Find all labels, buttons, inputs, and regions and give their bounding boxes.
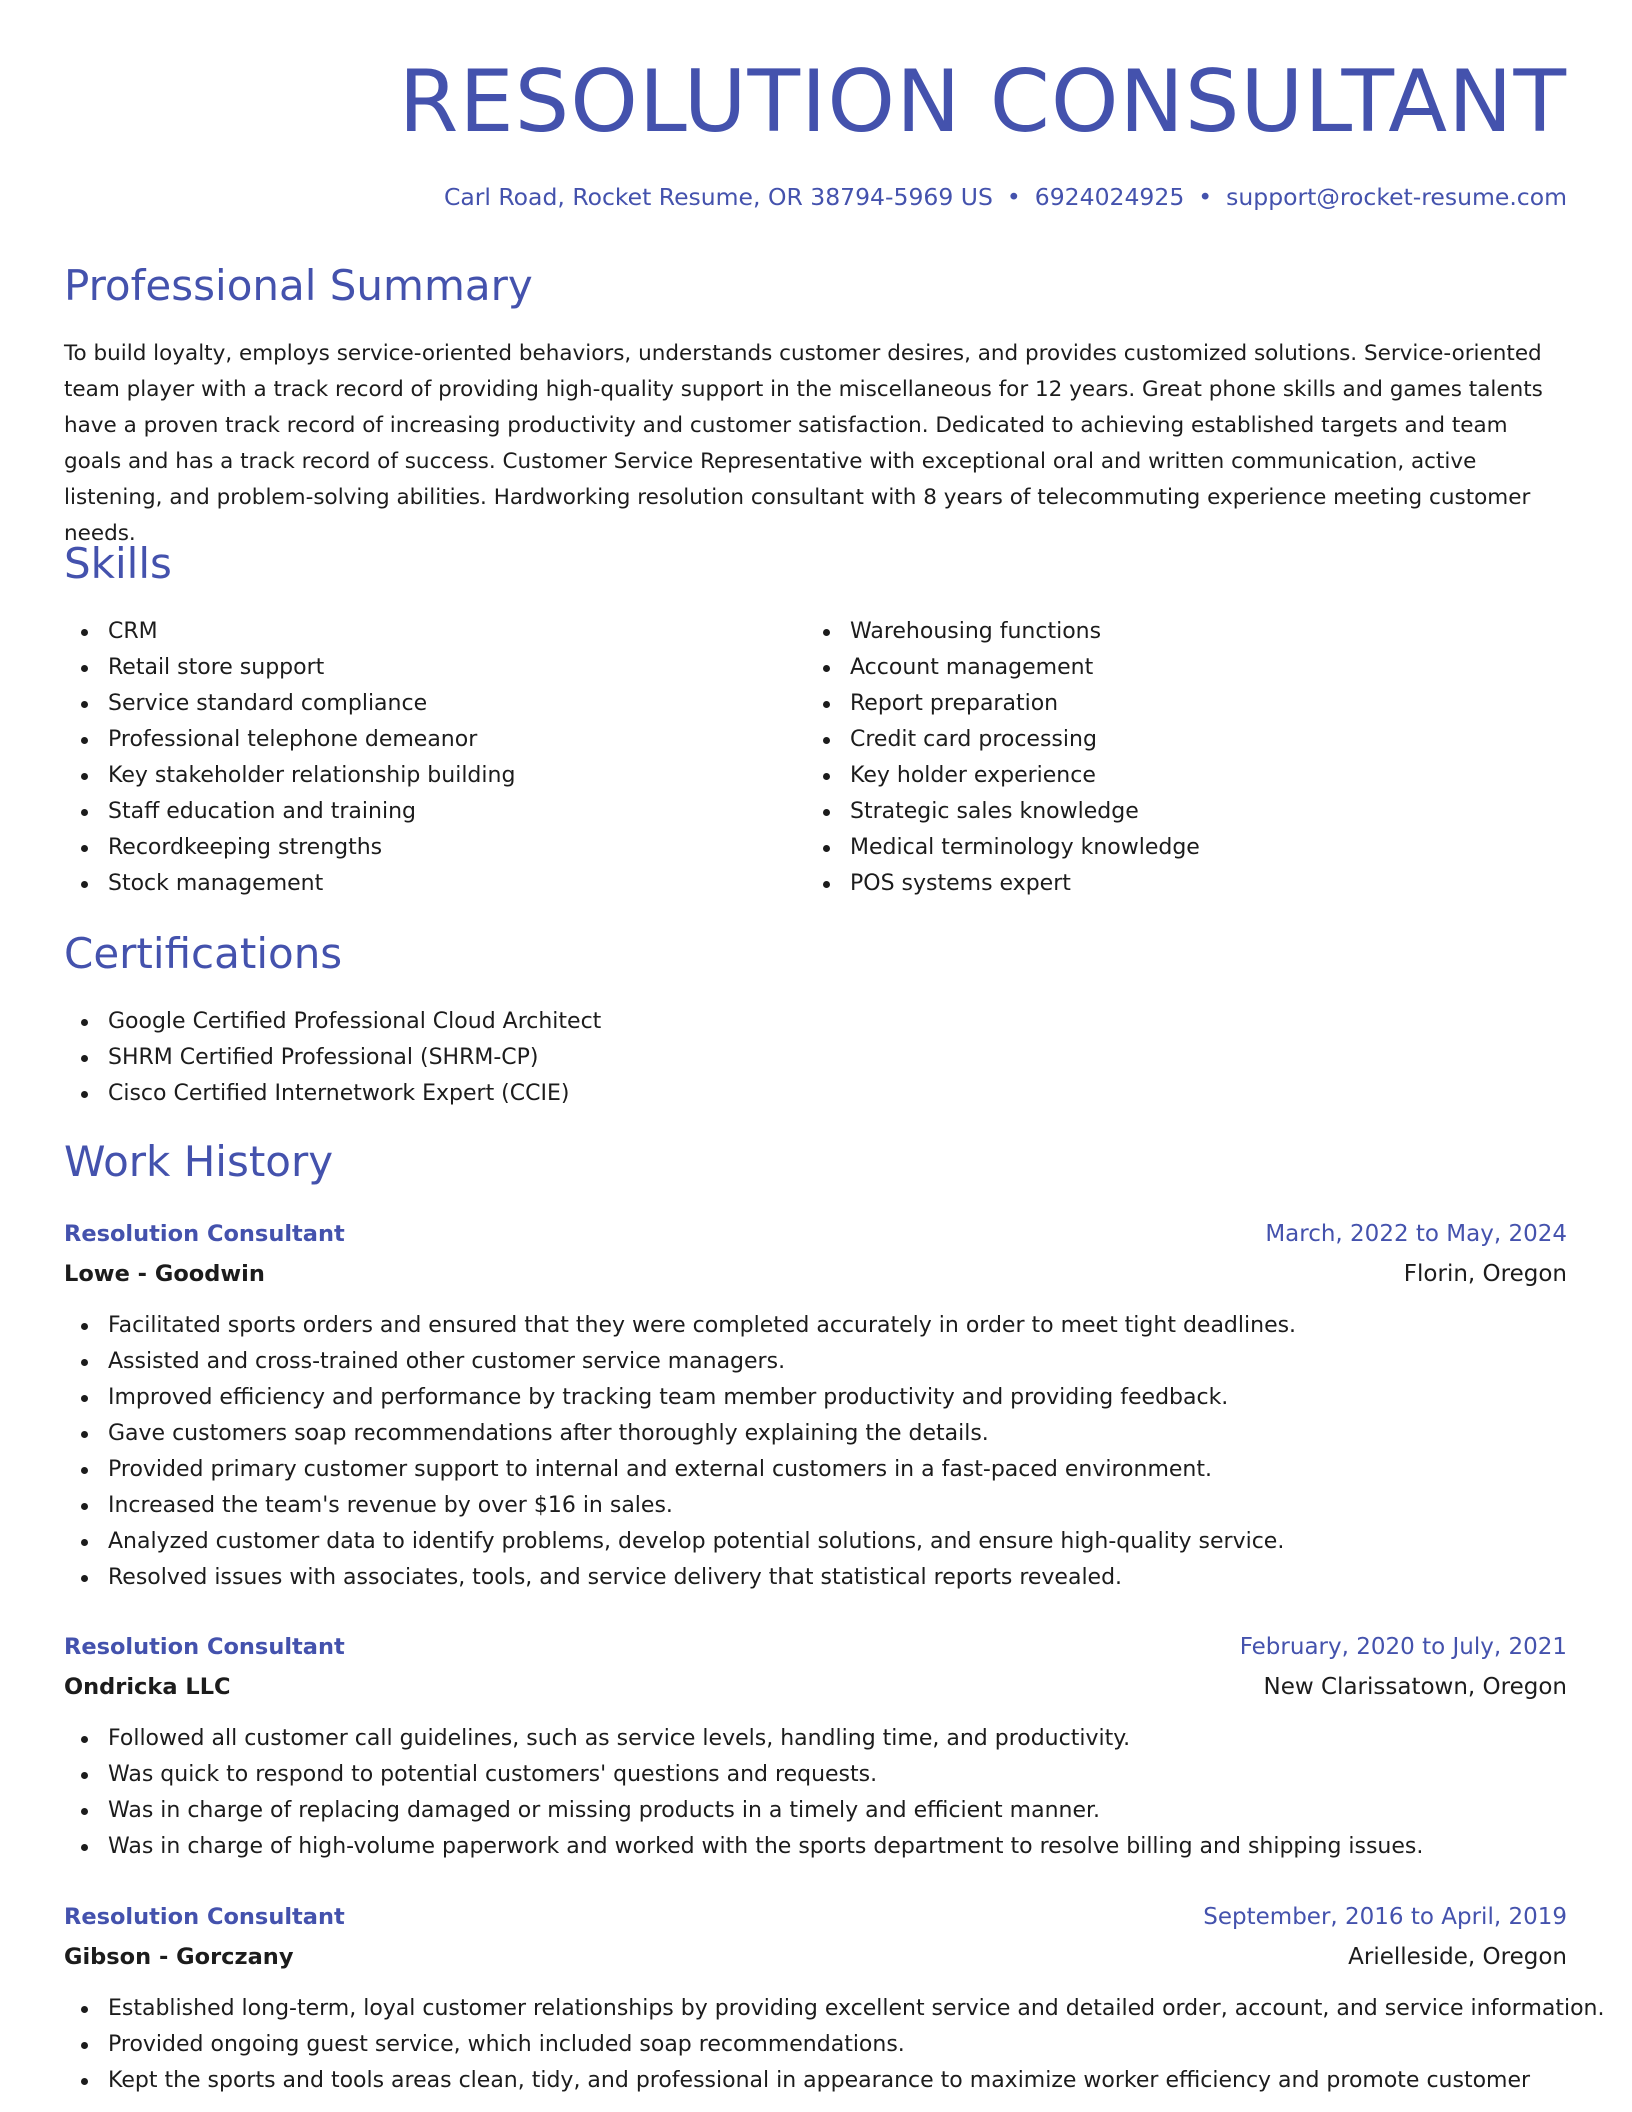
- job-duty: Established long-term, loyal customer relationships by providing excellent service and detailed order, account, and service information.: [64, 1991, 1605, 2027]
- job-duty: Was in charge of replacing damaged or missing products in a timely and efficient manner.: [64, 1793, 1423, 1829]
- skill-item: Key holder experience: [806, 758, 1200, 794]
- skill-item: Retail store support: [64, 650, 515, 686]
- job-duty: Provided primary customer support to internal and external customers in a fast-paced environment.: [64, 1452, 1296, 1488]
- job-duties-list: [64, 1308, 1296, 1596]
- job-duty: Facilitated sports orders and ensured that they were completed accurately in order to meet tight deadlines.: [64, 1308, 1296, 1344]
- skill-item: Service standard compliance: [64, 686, 515, 722]
- skill-item: Account management: [806, 650, 1200, 686]
- skill-item: Credit card processing: [806, 722, 1200, 758]
- skill-item: Report preparation: [806, 686, 1200, 722]
- job-location: Arielleside, Oregon: [1348, 1944, 1567, 1970]
- contact-separator: •: [1006, 183, 1021, 211]
- skill-item: Medical terminology knowledge: [806, 830, 1200, 866]
- job-location: Florin, Oregon: [1403, 1261, 1567, 1287]
- job-duty: Was in charge of high-volume paperwork and worked with the sports department to resolve billing and shipping issues.: [64, 1829, 1423, 1865]
- certifications-heading: Certifications: [64, 929, 343, 978]
- contact-phone[interactable]: 6924024925: [1034, 183, 1185, 211]
- job-duty: Gave customers soap recommendations after thoroughly explaining the details.: [64, 1416, 1296, 1452]
- certifications-list: [64, 1004, 601, 1112]
- job-title: Resolution Consultant: [64, 1634, 345, 1660]
- job-duty: Followed all customer call guidelines, such as service levels, handling time, and productivity.: [64, 1721, 1423, 1757]
- contact-address: Carl Road, Rocket Resume, OR 38794-5969 US: [443, 183, 993, 211]
- summary-text: To build loyalty, employs service-oriented behaviors, understands customer desires, and provides customized solutions. Service-oriented team player with a track record of providing high-quality support in the miscellaneous for 12 years. Great phone skills and games talents have a proven track record of increasing productivity and customer satisfaction. Dedicated to achieving established targets and team goals and has a track record of success. Customer Service Representative with exceptional oral and written communication, active listening, and problem-solving abilities. Hardworking resolution consultant with 8 years of telecommuting experience meeting customer needs.: [64, 341, 1543, 546]
- skills-heading: Skills: [64, 539, 172, 588]
- contact-separator: •: [1198, 183, 1213, 211]
- resume-title: RESOLUTION CONSULTANT: [398, 52, 1567, 152]
- work-history-heading: Work History: [64, 1137, 334, 1186]
- skill-item: Warehousing functions: [806, 614, 1200, 650]
- skill-item: Stock management: [64, 866, 515, 902]
- job-title: Resolution Consultant: [64, 1221, 345, 1247]
- job-duty: Kept the sports and tools areas clean, tidy, and professional in appearance to maximize worker efficiency and promote customer: [64, 2063, 1605, 2099]
- job-duty: Was quick to respond to potential customers' questions and requests.: [64, 1757, 1423, 1793]
- job-dates: September, 2016 to April, 2019: [1203, 1904, 1567, 1930]
- job-company: Lowe - Goodwin: [64, 1261, 265, 1287]
- job-duty: Increased the team's revenue by over $16 in sales.: [64, 1488, 1296, 1524]
- job-company: Ondricka LLC: [64, 1674, 231, 1700]
- job-dates: March, 2022 to May, 2024: [1265, 1221, 1567, 1247]
- contact-email[interactable]: support@rocket-resume.com: [1226, 183, 1567, 211]
- job-company: Gibson - Gorczany: [64, 1944, 294, 1970]
- job-duty: Assisted and cross-trained other customer service managers.: [64, 1344, 1296, 1380]
- certification-item: Cisco Certified Internetwork Expert (CCIE): [64, 1076, 601, 1112]
- job-duties-list: [64, 1721, 1423, 1865]
- certification-item: SHRM Certified Professional (SHRM-CP): [64, 1040, 601, 1076]
- skills-list-right: [806, 614, 1200, 902]
- job-location: New Clarissatown, Oregon: [1263, 1674, 1567, 1700]
- skill-item: Strategic sales knowledge: [806, 794, 1200, 830]
- job-duty: Provided ongoing guest service, which included soap recommendations.: [64, 2027, 1605, 2063]
- job-title: Resolution Consultant: [64, 1904, 345, 1930]
- skill-item: CRM: [64, 614, 515, 650]
- job-duty: Analyzed customer data to identify problems, develop potential solutions, and ensure high-quality service.: [64, 1524, 1296, 1560]
- skill-item: Staff education and training: [64, 794, 515, 830]
- certification-item: Google Certified Professional Cloud Architect: [64, 1004, 601, 1040]
- job-duty: Improved efficiency and performance by tracking team member productivity and providing feedback.: [64, 1380, 1296, 1416]
- skill-item: POS systems expert: [806, 866, 1200, 902]
- summary-heading: Professional Summary: [64, 261, 533, 310]
- job-duties-list: [64, 1991, 1605, 2099]
- contact-line: [444, 180, 1567, 214]
- skill-item: Professional telephone demeanor: [64, 722, 515, 758]
- skills-list-left: [64, 614, 515, 902]
- skill-item: Key stakeholder relationship building: [64, 758, 515, 794]
- job-duty: Resolved issues with associates, tools, and service delivery that statistical reports revealed.: [64, 1560, 1296, 1596]
- skill-item: Recordkeeping strengths: [64, 830, 515, 866]
- job-dates: February, 2020 to July, 2021: [1239, 1634, 1567, 1660]
